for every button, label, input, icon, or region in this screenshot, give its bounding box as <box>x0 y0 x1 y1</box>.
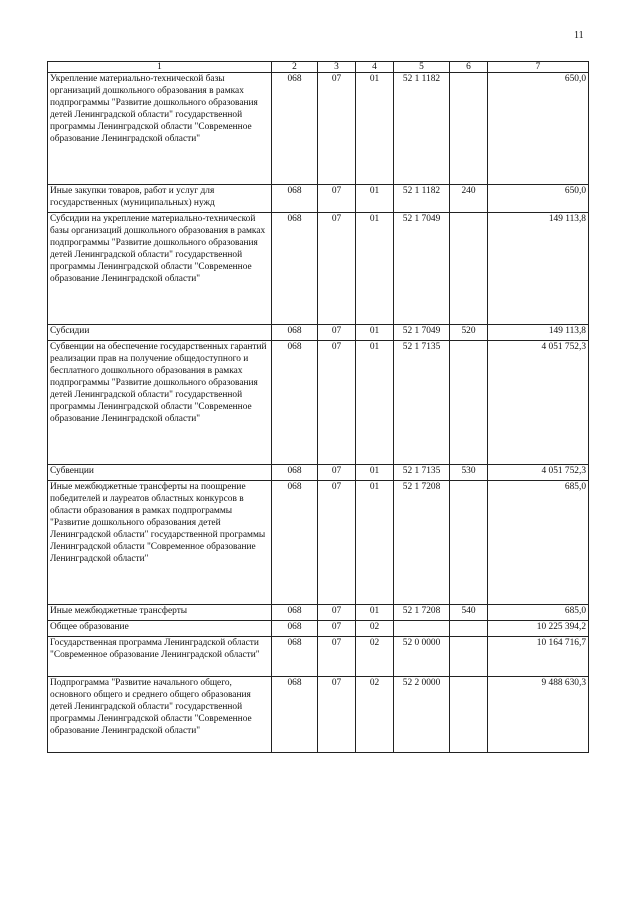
section-code-cell: 07 <box>318 621 356 637</box>
expense-type-cell: 520 <box>450 325 488 341</box>
table-row <box>48 73 589 185</box>
section-code-cell: 07 <box>318 481 356 605</box>
grbs-code-cell: 068 <box>272 341 318 465</box>
section-code-cell: 07 <box>318 185 356 213</box>
section-code-cell: 07 <box>318 677 356 753</box>
row-name-cell: Субвенции <box>48 465 272 481</box>
subsection-code-cell: 01 <box>356 213 394 325</box>
section-code-cell: 07 <box>318 605 356 621</box>
table-row <box>48 341 589 465</box>
row-name-cell: Субвенции на обеспечение государственных гарантий реализации прав на получение общедоступного и бесплатного дошкольного образования в рамках подпрограммы "Развитие дошкольного образования детей Ленинградской области" государственной программы Ленинградской области "Современное образование Ленинградской области" <box>48 341 272 465</box>
amount-cell: 4 051 752,3 <box>488 341 589 465</box>
table-row <box>48 621 589 637</box>
grbs-code-cell: 068 <box>272 677 318 753</box>
expense-type-cell <box>450 73 488 185</box>
row-name-cell: Общее образование <box>48 621 272 637</box>
section-code-cell: 07 <box>318 465 356 481</box>
column-header: 6 <box>450 62 488 73</box>
section-code-cell: 07 <box>318 637 356 677</box>
section-code-cell: 07 <box>318 213 356 325</box>
amount-cell: 9 488 630,3 <box>488 677 589 753</box>
section-code-cell: 07 <box>318 341 356 465</box>
amount-cell: 149 113,8 <box>488 213 589 325</box>
budget-table <box>47 61 589 753</box>
row-name-cell: Субсидии <box>48 325 272 341</box>
expense-type-cell: 240 <box>450 185 488 213</box>
amount-cell: 685,0 <box>488 605 589 621</box>
expense-type-cell <box>450 481 488 605</box>
row-name-cell: Иные закупки товаров, работ и услуг для государственных (муниципальных) нужд <box>48 185 272 213</box>
amount-cell: 10 164 716,7 <box>488 637 589 677</box>
expense-type-cell <box>450 677 488 753</box>
grbs-code-cell: 068 <box>272 185 318 213</box>
column-header: 1 <box>48 62 272 73</box>
subsection-code-cell: 01 <box>356 605 394 621</box>
target-article-cell: 52 1 7208 <box>394 481 450 605</box>
subsection-code-cell: 02 <box>356 677 394 753</box>
grbs-code-cell: 068 <box>272 605 318 621</box>
row-name-cell: Подпрограмма "Развитие начального общего, основного общего и среднего общего образования детей Ленинградской области" государственной программы Ленинградской области "Современное образование Ленинградской области" <box>48 677 272 753</box>
table-row <box>48 605 589 621</box>
column-header: 3 <box>318 62 356 73</box>
target-article-cell: 52 1 7135 <box>394 465 450 481</box>
subsection-code-cell: 02 <box>356 637 394 677</box>
grbs-code-cell: 068 <box>272 481 318 605</box>
grbs-code-cell: 068 <box>272 213 318 325</box>
grbs-code-cell: 068 <box>272 465 318 481</box>
subsection-code-cell: 01 <box>356 325 394 341</box>
table-row <box>48 325 589 341</box>
expense-type-cell <box>450 637 488 677</box>
table-header-row <box>48 62 589 73</box>
row-name-cell: Иные межбюджетные трансферты <box>48 605 272 621</box>
amount-cell: 650,0 <box>488 185 589 213</box>
table-row <box>48 465 589 481</box>
target-article-cell: 52 1 7049 <box>394 213 450 325</box>
subsection-code-cell: 01 <box>356 73 394 185</box>
amount-cell: 10 225 394,2 <box>488 621 589 637</box>
target-article-cell: 52 1 7049 <box>394 325 450 341</box>
subsection-code-cell: 01 <box>356 341 394 465</box>
target-article-cell: 52 0 0000 <box>394 637 450 677</box>
expense-type-cell <box>450 621 488 637</box>
row-name-cell: Иные межбюджетные трансферты на поощрение победителей и лауреатов областных конкурсов в области образования в рамках подпрограммы "Развитие дошкольного образования детей Ленинградской области" государственной программы Ленинградской области "Современное образование Ленинградской области" <box>48 481 272 605</box>
amount-cell: 650,0 <box>488 73 589 185</box>
target-article-cell: 52 1 1182 <box>394 185 450 213</box>
column-header: 2 <box>272 62 318 73</box>
column-header: 5 <box>394 62 450 73</box>
target-article-cell: 52 1 1182 <box>394 73 450 185</box>
expense-type-cell: 530 <box>450 465 488 481</box>
amount-cell: 4 051 752,3 <box>488 465 589 481</box>
page-number: 11 <box>574 30 584 41</box>
amount-cell: 149 113,8 <box>488 325 589 341</box>
table-row <box>48 213 589 325</box>
expense-type-cell <box>450 213 488 325</box>
grbs-code-cell: 068 <box>272 621 318 637</box>
grbs-code-cell: 068 <box>272 325 318 341</box>
row-name-cell: Субсидии на укрепление материально-технической базы организаций дошкольного образования в рамках подпрограммы "Развитие дошкольного образования детей Ленинградской области" государственной программы Ленинградской области "Современное образование Ленинградской области" <box>48 213 272 325</box>
target-article-cell <box>394 621 450 637</box>
target-article-cell: 52 1 7135 <box>394 341 450 465</box>
row-name-cell: Укрепление материально-технической базы организаций дошкольного образования в рамках подпрограммы "Развитие дошкольного образования детей Ленинградской области" государственной программы Ленинградской области "Современное образование Ленинградской области" <box>48 73 272 185</box>
section-code-cell: 07 <box>318 73 356 185</box>
table-row <box>48 677 589 753</box>
amount-cell: 685,0 <box>488 481 589 605</box>
grbs-code-cell: 068 <box>272 73 318 185</box>
table-row <box>48 185 589 213</box>
table-row <box>48 481 589 605</box>
column-header: 4 <box>356 62 394 73</box>
row-name-cell: Государственная программа Ленинградской области "Современное образование Ленинградской области" <box>48 637 272 677</box>
target-article-cell: 52 1 7208 <box>394 605 450 621</box>
table-body <box>48 73 589 753</box>
expense-type-cell <box>450 341 488 465</box>
subsection-code-cell: 01 <box>356 185 394 213</box>
subsection-code-cell: 01 <box>356 465 394 481</box>
expense-type-cell: 540 <box>450 605 488 621</box>
section-code-cell: 07 <box>318 325 356 341</box>
table-row <box>48 637 589 677</box>
subsection-code-cell: 02 <box>356 621 394 637</box>
subsection-code-cell: 01 <box>356 481 394 605</box>
grbs-code-cell: 068 <box>272 637 318 677</box>
column-header: 7 <box>488 62 589 73</box>
target-article-cell: 52 2 0000 <box>394 677 450 753</box>
